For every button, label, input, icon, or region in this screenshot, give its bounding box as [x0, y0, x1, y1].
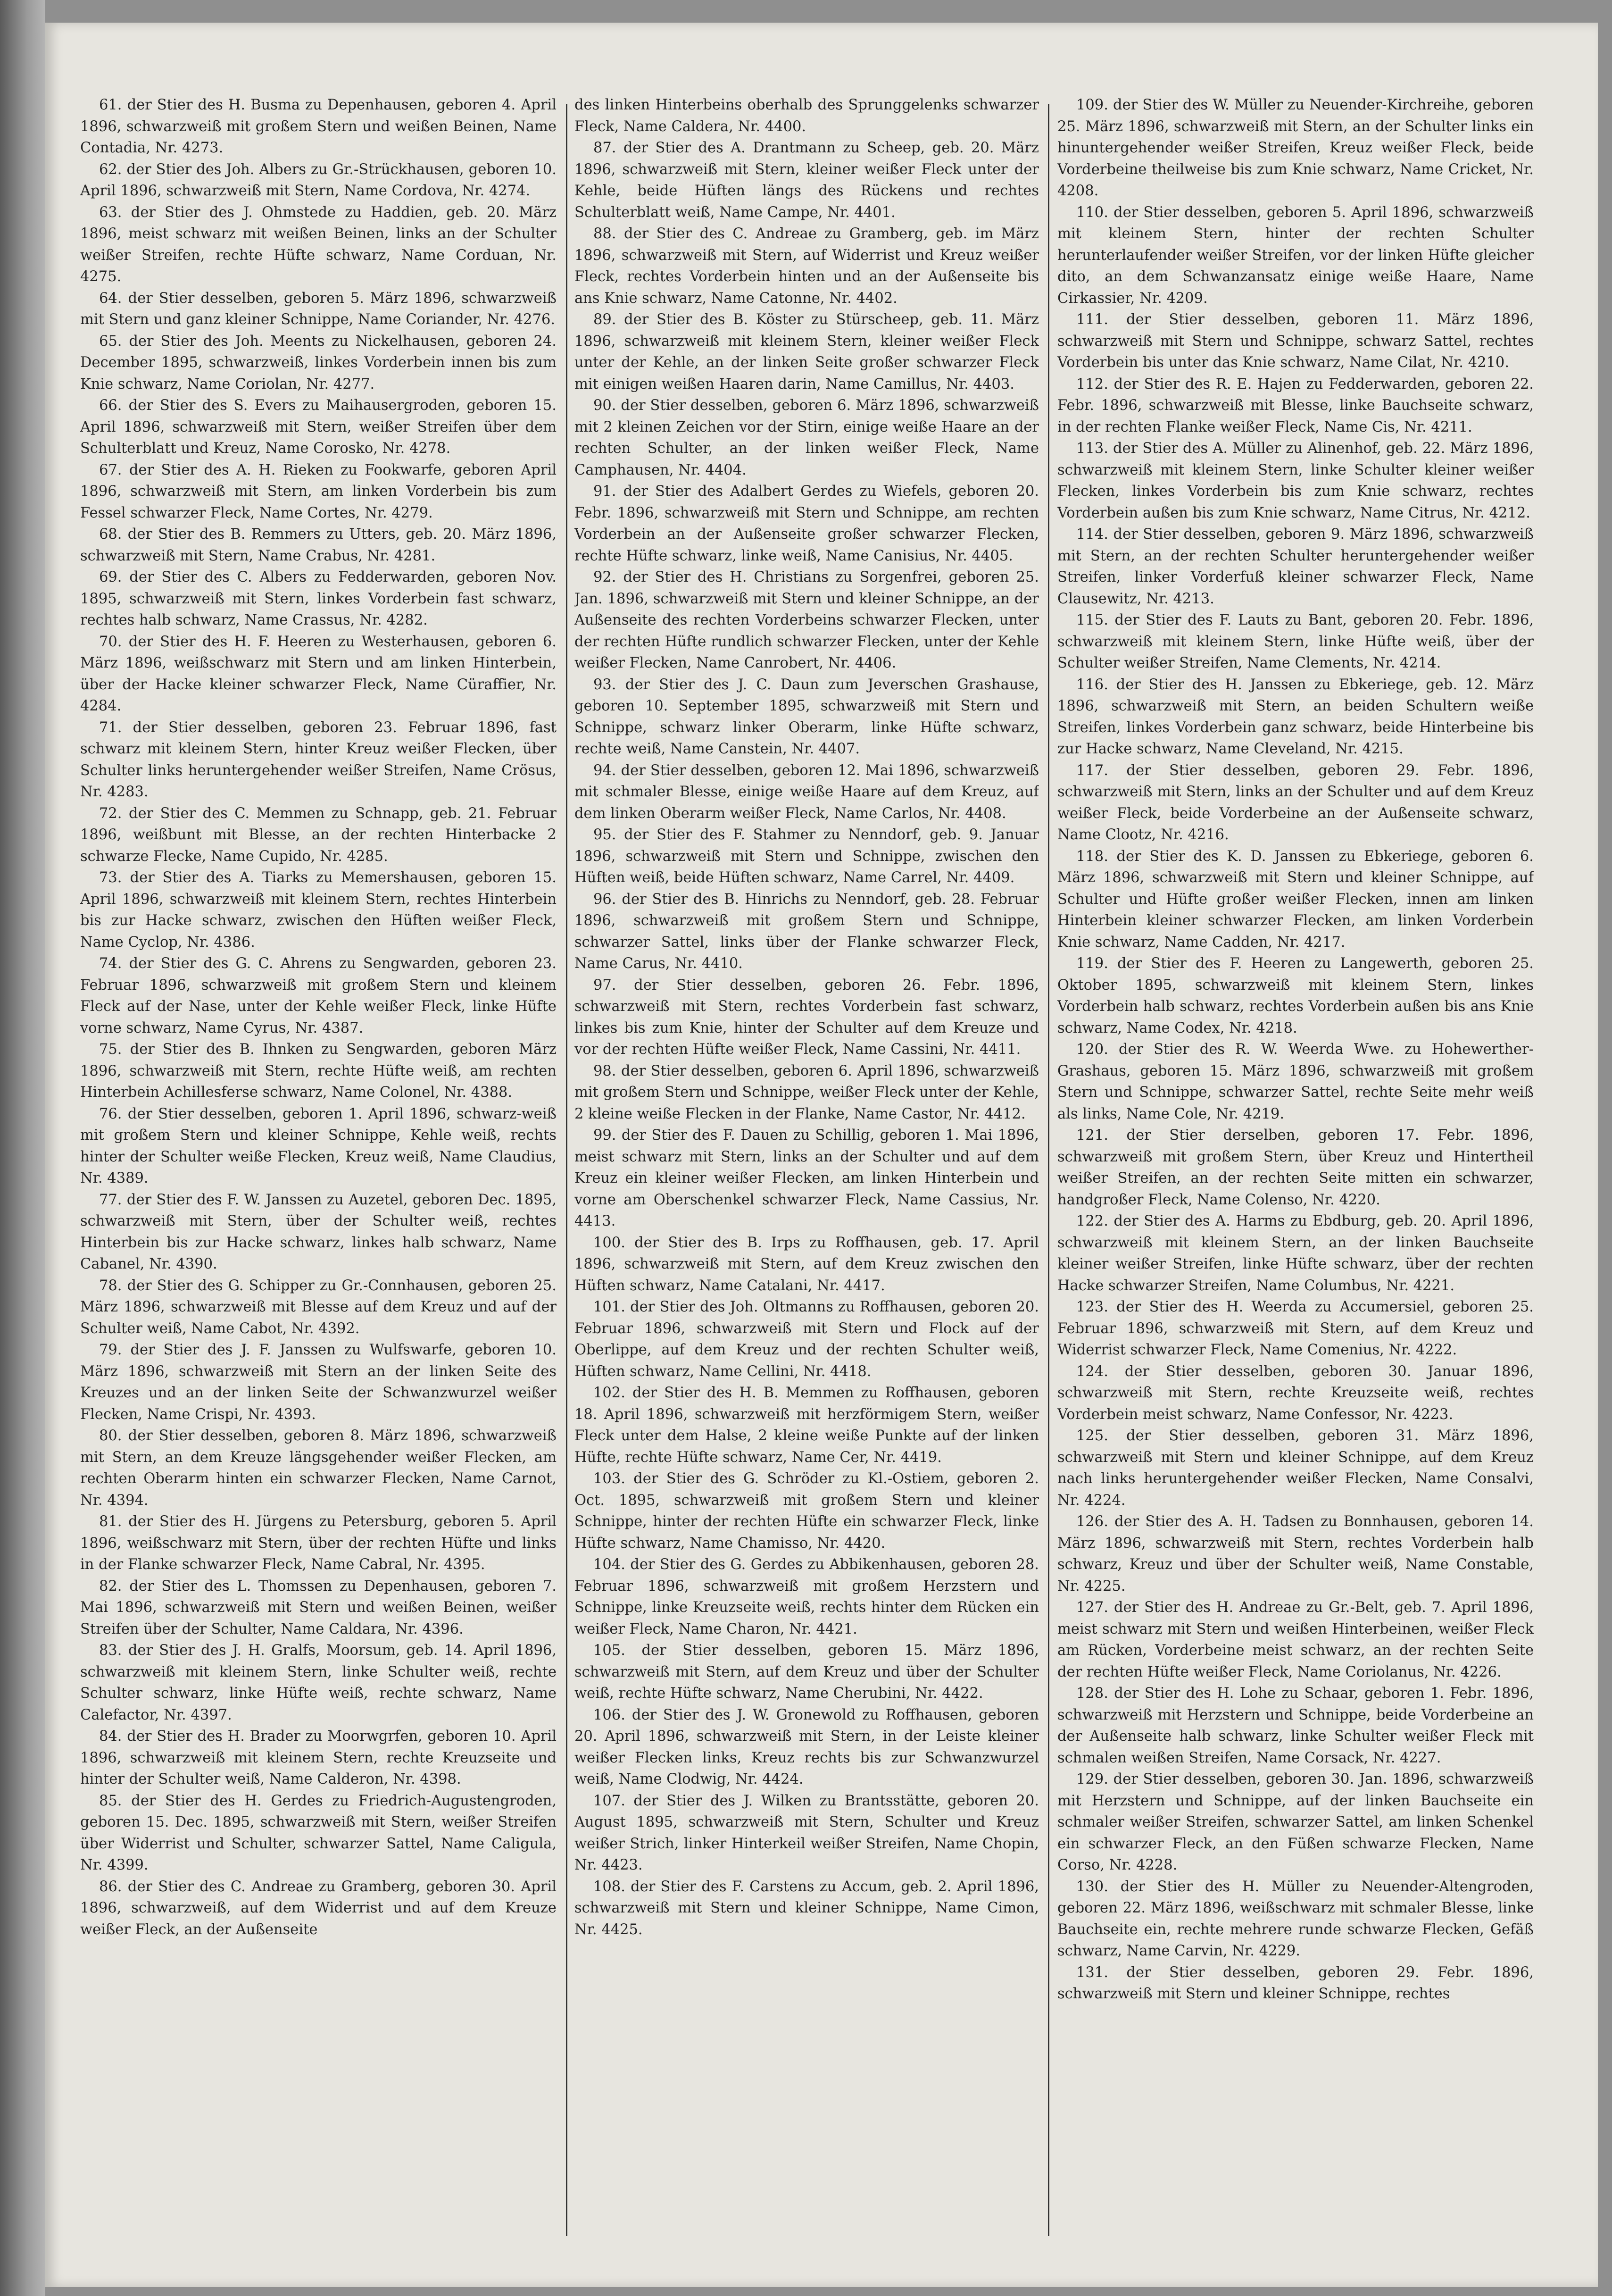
registry-entry: 73. der Stier des A. Tiarks zu Memershausen, geboren 15. April 1896, schwarzweiß mit kleinem Stern, rechtes Hinterbein bis zur Hacke schwarz, zwischen den Hüften weißer Fleck, Name Cyclop, Nr. 4386. [80, 869, 557, 951]
registry-entry: 117. der Stier desselben, geboren 29. Febr. 1896, schwarzweiß mit Stern, links an der Schulter und auf dem Kreuz weißer Fleck, beide Vorderbeine an der Außenseite schwarz, Name Clootz, Nr. 4216. [1057, 762, 1534, 843]
column-divider [1048, 104, 1049, 2236]
registry-entry: 69. der Stier des C. Albers zu Fedderwarden, geboren Nov. 1895, schwarzweiß mit Stern, linkes Vorderbein fast schwarz, rechtes halb schwarz, Name Crassus, Nr. 4282. [80, 569, 557, 628]
column-divider [566, 104, 567, 2236]
registry-entry: 116. der Stier des H. Janssen zu Ebkeriege, geb. 12. März 1896, schwarzweiß mit Stern, an beiden Schultern weiße Streifen, linkes Vorderbein ganz schwarz, beide Hinterbeine bis zur Hacke schwarz, Name Cleveland, Nr. 4215. [1057, 676, 1534, 757]
registry-entry: 123. der Stier des H. Weerda zu Accumersiel, geboren 25. Februar 1896, schwarzweiß mit Stern, auf dem Kreuz und Widerrist schwarzer Fleck, Name Comenius, Nr. 4222. [1057, 1299, 1534, 1358]
registry-entry: 108. der Stier des F. Carstens zu Accum, geb. 2. April 1896, schwarzweiß mit Stern und kleiner Schnippe, Name Cimon, Nr. 4425. [574, 1878, 1039, 1938]
registry-entry: 125. der Stier desselben, geboren 31. März 1896, schwarzweiß mit Stern und kleiner Schnippe, auf dem Kreuz nach links heruntergehender weißer Flecken, Name Consalvi, Nr. 4224. [1057, 1428, 1534, 1509]
registry-entry: 115. der Stier des F. Lauts zu Bant, geboren 20. Febr. 1896, schwarzweiß mit kleinem Stern, linke Hüfte weiß, über der Schulter weißer Streifen, Name Clements, Nr. 4214. [1057, 612, 1534, 671]
registry-entry: 96. der Stier des B. Hinrichs zu Nenndorf, geb. 28. Februar 1896, schwarzweiß mit großem Stern und Schnippe, schwarzer Sattel, links über der Flanke schwarzer Fleck, Name Carus, Nr. 4410. [574, 891, 1039, 972]
registry-entry: 74. der Stier des G. C. Ahrens zu Sengwarden, geboren 23. Februar 1896, schwarzweiß mit großem Stern und kleinem Fleck auf der Nase, unter der Kehle weißer Fleck, linke Hüfte vorne schwarz, Name Cyrus, Nr. 4387. [80, 955, 557, 1036]
registry-entry: 87. der Stier des A. Drantmann zu Scheep, geb. 20. März 1896, schwarzweiß mit Stern, kleiner weißer Fleck unter der Kehle, beide Hüften längs des Rückens und rechtes Schulterblatt weiß, Name Campe, Nr. 4401. [574, 140, 1039, 221]
text-column-right [1057, 94, 1534, 2293]
registry-entry: 128. der Stier des H. Lohe zu Schaar, geboren 1. Febr. 1896, schwarzweiß mit Herzstern und Schnippe, beide Vorderbeine an der Außenseite halb schwarz, linke Schulter weißer Fleck mit schmalen weißen Streifen, Name Corsack, Nr. 4227. [1057, 1685, 1534, 1766]
registry-entry: 77. der Stier des F. W. Janssen zu Auzetel, geboren Dec. 1895, schwarzweiß mit Stern, über der Schulter weiß, rechtes Hinterbein bis zur Hacke schwarz, linkes halb schwarz, Name Cabanel, Nr. 4390. [80, 1191, 557, 1272]
registry-entry: 67. der Stier des A. H. Rieken zu Fookwarfe, geboren April 1896, schwarzweiß mit Stern, am linken Vorderbein bis zum Fessel schwarzer Fleck, Name Cortes, Nr. 4279. [80, 461, 557, 521]
registry-entry: 84. der Stier des H. Brader zu Moorwgrfen, geboren 10. April 1896, schwarzweiß mit kleinem Stern, rechte Kreuzseite und hinter der Schulter weiß, Name Calderon, Nr. 4398. [80, 1728, 557, 1787]
registry-entry: 119. der Stier des F. Heeren zu Langewerth, geboren 25. Oktober 1895, schwarzweiß mit kleinem Stern, linkes Vorderbein halb schwarz, rechtes Vorderbein außen bis ans Knie schwarz, Name Codex, Nr. 4218. [1057, 955, 1534, 1036]
registry-entry: 86. der Stier des C. Andreae zu Gramberg, geboren 30. April 1896, schwarzweiß, auf dem Widerrist und auf dem Kreuze weißer Fleck, an der Außenseite [80, 1878, 557, 1938]
registry-entry: 102. der Stier des H. B. Memmen zu Roffhausen, geboren 18. April 1896, schwarzweiß mit herzförmigem Stern, weißer Fleck unter dem Halse, 2 kleine weiße Punkte auf der linken Hüfte, rechte Hüfte schwarz, Name Cer, Nr. 4419. [574, 1385, 1039, 1466]
registry-entry: 92. der Stier des H. Christians zu Sorgenfrei, geboren 25. Jan. 1896, schwarzweiß mit Stern und kleiner Schnippe, an der Außenseite des rechten Vorderbeins schwarzer Flecken, unter der rechten Hüfte rundlich schwarzer Flecken, unter der Kehle weißer Flecken, Name Canrobert, Nr. 4406. [574, 569, 1039, 671]
registry-entry: 97. der Stier desselben, geboren 26. Febr. 1896, schwarzweiß mit Stern, rechtes Vorderbein fast schwarz, linkes bis zum Knie, hinter der Schulter auf dem Kreuze und vor der rechten Hüfte weißer Fleck, Name Cassini, Nr. 4411. [574, 977, 1039, 1058]
registry-entry: 65. der Stier des Joh. Meents zu Nickelhausen, geboren 24. December 1895, schwarzweiß, linkes Vorderbein innen bis zum Knie schwarz, Name Coriolan, Nr. 4277. [80, 333, 557, 392]
registry-entry: 81. der Stier des H. Jürgens zu Petersburg, geboren 5. April 1896, weißschwarz mit Stern, über der rechten Hüfte und links in der Flanke schwarzer Fleck, Name Cabral, Nr. 4395. [80, 1513, 557, 1573]
registry-entry: 66. der Stier des S. Evers zu Maihausergroden, geboren 15. April 1896, schwarzweiß mit Stern, weißer Streifen über dem Schulterblatt und Kreuz, Name Corosko, Nr. 4278. [80, 397, 557, 457]
registry-entry: 78. der Stier des G. Schipper zu Gr.-Connhausen, geboren 25. März 1896, schwarzweiß mit Blesse auf dem Kreuz und auf der Schulter weiß, Name Cabot, Nr. 4392. [80, 1277, 557, 1337]
registry-entry: 72. der Stier des C. Memmen zu Schnapp, geb. 21. Februar 1896, weißbunt mit Blesse, an der rechten Hinterbacke 2 schwarze Flecke, Name Cupido, Nr. 4285. [80, 805, 557, 865]
registry-entry: 126. der Stier des A. H. Tadsen zu Bonnhausen, geboren 14. März 1896, schwarzweiß mit Stern, rechtes Vorderbein halb schwarz, Kreuz und über der Schulter weiß, Name Constable, Nr. 4225. [1057, 1513, 1534, 1595]
registry-entry: des linken Hinterbeins oberhalb des Sprunggelenks schwarzer Fleck, Name Caldera, Nr. 4400. [574, 97, 1039, 135]
registry-entry: 95. der Stier des F. Stahmer zu Nenndorf, geb. 9. Januar 1896, schwarzweiß mit Stern und Schnippe, zwischen den Hüften weiß, beide Hüften schwarz, Name Carrel, Nr. 4409. [574, 827, 1039, 886]
registry-entry: 100. der Stier des B. Irps zu Roffhausen, geb. 17. April 1896, schwarzweiß mit Stern, auf dem Kreuz zwischen den Hüften schwarz, Name Catalani, Nr. 4417. [574, 1234, 1039, 1294]
text-column-middle [574, 94, 1039, 2293]
registry-entry: 85. der Stier des H. Gerdes zu Friedrich-Augustengroden, geboren 15. Dec. 1895, schwarzweiß mit Stern, weißer Streifen über Widerrist und Schulter, schwarzer Sattel, Name Caligula, Nr. 4399. [80, 1792, 557, 1873]
registry-entry: 111. der Stier desselben, geboren 11. März 1896, schwarzweiß mit Stern und Schnippe, schwarz Sattel, rechtes Vorderbein bis unter das Knie schwarz, Name Cilat, Nr. 4210. [1057, 311, 1534, 371]
registry-entry: 120. der Stier des R. W. Weerda Wwe. zu Hohewerther-Grashaus, geboren 15. März 1896, schwarzweiß mit großem Stern und Schnippe, schwarzer Sattel, rechte Seite mehr weiß als links, Name Cole, Nr. 4219. [1057, 1041, 1534, 1122]
registry-entry: 94. der Stier desselben, geboren 12. Mai 1896, schwarzweiß mit schmaler Blesse, einige weiße Haare auf dem Kreuz, auf dem linken Oberarm weißer Fleck, Name Carlos, Nr. 4408. [574, 762, 1039, 822]
registry-entry: 71. der Stier desselben, geboren 23. Februar 1896, fast schwarz mit kleinem Stern, hinter Kreuz weißer Flecken, über Schulter links heruntergehender weißer Streifen, Name Crösus, Nr. 4283. [80, 719, 557, 800]
registry-entry: 101. der Stier des Joh. Oltmanns zu Roffhausen, geboren 20. Februar 1896, schwarzweiß mit Stern und Flock auf der Oberlippe, auf dem Kreuz und der rechten Schulter weiß, Hüften schwarz, Name Cellini, Nr. 4418. [574, 1299, 1039, 1380]
registry-entry: 107. der Stier des J. Wilken zu Brantsstätte, geboren 20. August 1895, schwarzweiß mit Stern, Schulter und Kreuz weißer Strich, linker Hinterkeil weißer Streifen, Name Chopin, Nr. 4423. [574, 1792, 1039, 1873]
registry-entry: 110. der Stier desselben, geboren 5. April 1896, schwarzweiß mit kleinem Stern, hinter der rechten Schulter herunterlaufender weißer Streifen, vor der linken Hüfte gleicher dito, an dem Schwanzansatz einige weiße Haare, Name Cirkassier, Nr. 4209. [1057, 204, 1534, 307]
registry-entry: 91. der Stier des Adalbert Gerdes zu Wiefels, geboren 20. Febr. 1896, schwarzweiß mit Stern und Schnippe, am rechten Vorderbein an der Außenseite großer schwarzer Flecken, rechte Hüfte schwarz, linke weiß, Name Canisius, Nr. 4405. [574, 483, 1039, 564]
registry-entry: 68. der Stier des B. Remmers zu Utters, geb. 20. März 1896, schwarzweiß mit Stern, Name Crabus, Nr. 4281. [80, 526, 557, 564]
registry-entry: 98. der Stier desselben, geboren 6. April 1896, schwarzweiß mit großem Stern und Schnippe, weißer Fleck unter der Kehle, 2 kleine weiße Flecken in der Flanke, Name Castor, Nr. 4412. [574, 1062, 1039, 1122]
registry-entry: 90. der Stier desselben, geboren 6. März 1896, schwarzweiß mit 2 kleinen Zeichen vor der Stirn, einige weiße Haare an der rechten Schulter, an der linken weißer Fleck, Name Camphausen, Nr. 4404. [574, 397, 1039, 478]
registry-entry: 114. der Stier desselben, geboren 9. März 1896, schwarzweiß mit Stern, an der rechten Schulter heruntergehender weißer Streifen, linker Vorderfuß kleiner schwarzer Fleck, Name Clausewitz, Nr. 4213. [1057, 526, 1534, 607]
registry-entry: 61. der Stier des H. Busma zu Depenhausen, geboren 4. April 1896, schwarzweiß mit großem Stern und weißen Beinen, Name Contadia, Nr. 4273. [80, 97, 557, 156]
registry-entry: 62. der Stier des Joh. Albers zu Gr.-Strückhausen, geboren 10. April 1896, schwarzweiß mit Stern, Name Cordova, Nr. 4274. [80, 161, 557, 199]
registry-entry: 131. der Stier desselben, geboren 29. Febr. 1896, schwarzweiß mit Stern und kleiner Schnippe, rechtes [1057, 1964, 1534, 2002]
registry-entry: 130. der Stier des H. Müller zu Neuender-Altengroden, geboren 22. März 1896, weißschwarz mit schmaler Blesse, linke Bauchseite ein, rechte mehrere runde schwarze Flecken, Gefäß schwarz, Name Carvin, Nr. 4229. [1057, 1878, 1534, 1959]
registry-entry: 121. der Stier derselben, geboren 17. Febr. 1896, schwarzweiß mit großem Stern, über Kreuz und Hintertheil weißer Streifen, an der rechten Seite mitten ein schwarzer, handgroßer Fleck, Name Colenso, Nr. 4220. [1057, 1127, 1534, 1208]
book-spine-shadow [0, 0, 45, 2296]
registry-entry: 104. der Stier des G. Gerdes zu Abbikenhausen, geboren 28. Februar 1896, schwarzweiß mit großem Herzstern und Schnippe, linke Kreuzseite weiß, rechts hinter dem Rücken ein weißer Fleck, Name Charon, Nr. 4421. [574, 1556, 1039, 1637]
registry-entry: 118. der Stier des K. D. Janssen zu Ebkeriege, geboren 6. März 1896, schwarzweiß mit Stern und kleiner Schnippe, auf Schulter und Hüfte großer weißer Flecken, innen am linken Hinterbein kleiner schwarzer Flecken, am linken Vorderbein Knie schwarz, Name Cadden, Nr. 4217. [1057, 848, 1534, 951]
text-column-left [80, 94, 557, 2293]
registry-entry: 112. der Stier des R. E. Hajen zu Fedderwarden, geboren 22. Febr. 1896, schwarzweiß mit Blesse, linke Bauchseite schwarz, in der rechten Flanke weißer Fleck, Name Cis, Nr. 4211. [1057, 376, 1534, 435]
registry-entry: 127. der Stier des H. Andreae zu Gr.-Belt, geb. 7. April 1896, meist schwarz mit Stern und weißen Hinterbeinen, weißer Fleck am Rücken, Vorderbeine meist schwarz, an der rechten Seite der rechten Hüfte weißer Fleck, Name Coriolanus, Nr. 4226. [1057, 1599, 1534, 1680]
registry-entry: 75. der Stier des B. Ihnken zu Sengwarden, geboren März 1896, schwarzweiß mit Stern, rechte Hüfte weiß, am rechten Hinterbein Achillesferse schwarz, Name Colonel, Nr. 4388. [80, 1041, 557, 1101]
registry-entry: 64. der Stier desselben, geboren 5. März 1896, schwarzweiß mit Stern und ganz kleiner Schnippe, Name Coriander, Nr. 4276. [80, 290, 557, 328]
registry-entry: 93. der Stier des J. C. Daun zum Jeverschen Grashause, geboren 10. September 1895, schwarzweiß mit Stern und Schnippe, schwarz linker Oberarm, linke Hüfte schwarz, rechte weiß, Name Canstein, Nr. 4407. [574, 676, 1039, 757]
registry-entry: 89. der Stier des B. Köster zu Stürscheep, geb. 11. März 1896, schwarzweiß mit kleinem Stern, kleiner weißer Fleck unter der Kehle, an der linken Seite großer schwarzer Fleck mit einigen weißen Haaren darin, Name Camillus, Nr. 4403. [574, 311, 1039, 392]
registry-entry: 109. der Stier des W. Müller zu Neuender-Kirchreihe, geboren 25. März 1896, schwarzweiß mit Stern, an der Schulter links ein hinuntergehender weißer Streifen, Kreuz weißer Fleck, beide Vorderbeine theilweise bis zum Knie schwarz, Name Cricket, Nr. 4208. [1057, 97, 1534, 199]
registry-entry: 88. der Stier des C. Andreae zu Gramberg, geb. im März 1896, schwarzweiß mit Stern, auf Widerrist und Kreuz weißer Fleck, rechtes Vorderbein hinten und an der Außenseite bis ans Knie schwarz, Name Catonne, Nr. 4402. [574, 225, 1039, 307]
registry-entry: 83. der Stier des J. H. Gralfs, Moorsum, geb. 14. April 1896, schwarzweiß mit kleinem Stern, linke Schulter weiß, rechte Schulter schwarz, linke Hüfte weiß, rechte schwarz, Name Calefactor, Nr. 4397. [80, 1642, 557, 1723]
registry-entry: 63. der Stier des J. Ohmstede zu Haddien, geb. 20. März 1896, meist schwarz mit weißen Beinen, links an der Schulter weißer Streifen, rechte Hüfte schwarz, Name Corduan, Nr. 4275. [80, 204, 557, 285]
registry-entry: 113. der Stier des A. Müller zu Alinenhof, geb. 22. März 1896, schwarzweiß mit kleinem Stern, linke Schulter kleiner weißer Flecken, linkes Vorderbein bis zum Knie schwarz, rechtes Vorderbein außen bis zum Knie schwarz, Name Citrus, Nr. 4212. [1057, 440, 1534, 521]
registry-entry: 99. der Stier des F. Dauen zu Schillig, geboren 1. Mai 1896, meist schwarz mit Stern, links an der Schulter und auf dem Kreuz ein kleiner weißer Flecken, am linken Hinterbein und vorne am Oberschenkel schwarzer Fleck, Name Cassius, Nr. 4413. [574, 1127, 1039, 1229]
registry-entry: 80. der Stier desselben, geboren 8. März 1896, schwarzweiß mit Stern, an dem Kreuze längsgehender weißer Flecken, am rechten Oberarm hinten ein schwarzer Flecken, Name Carnot, Nr. 4394. [80, 1428, 557, 1509]
registry-entry: 124. der Stier desselben, geboren 30. Januar 1896, schwarzweiß mit Stern, rechte Kreuzseite weiß, rechtes Vorderbein meist schwarz, Name Confessor, Nr. 4223. [1057, 1363, 1534, 1423]
registry-entry: 122. der Stier des A. Harms zu Ebdburg, geb. 20. April 1896, schwarzweiß mit kleinem Stern, an der linken Bauchseite kleiner weißer Streifen, linke Hüfte schwarz, über der rechten Hacke schwarzer Streifen, Name Columbus, Nr. 4221. [1057, 1213, 1534, 1294]
registry-entry: 103. der Stier des G. Schröder zu Kl.-Ostiem, geboren 2. Oct. 1895, schwarzweiß mit großem Stern und kleiner Schnippe, hinter der rechten Hüfte ein schwarzer Fleck, linke Hüfte schwarz, Name Chamisso, Nr. 4420. [574, 1470, 1039, 1552]
registry-entry: 70. der Stier des H. F. Heeren zu Westerhausen, geboren 6. März 1896, weißschwarz mit Stern und am linken Hinterbein, über der Hacke kleiner schwarzer Fleck, Name Cüraffier, Nr. 4284. [80, 633, 557, 714]
registry-entry: 82. der Stier des L. Thomssen zu Depenhausen, geboren 7. Mai 1896, schwarzweiß mit Stern und weißen Beinen, weißer Streifen über der Schulter, Name Caldara, Nr. 4396. [80, 1578, 557, 1637]
registry-entry: 105. der Stier desselben, geboren 15. März 1896, schwarzweiß mit Stern, auf dem Kreuz und über der Schulter weiß, rechte Hüfte schwarz, Name Cherubini, Nr. 4422. [574, 1642, 1039, 1702]
registry-entry: 106. der Stier des J. W. Gronewold zu Roffhausen, geboren 20. April 1896, schwarzweiß mit Stern, in der Leiste kleiner weißer Flecken links, Kreuz rechts bis zur Schwanzwurzel weiß, Name Clodwig, Nr. 4424. [574, 1706, 1039, 1787]
registry-entry: 129. der Stier desselben, geboren 30. Jan. 1896, schwarzweiß mit Herzstern und Schnippe, auf der linken Bauchseite ein schmaler weißer Streifen, schwarzer Sattel, am linken Schenkel ein schwarzer Fleck, an den Füßen schwarze Flecken, Name Corso, Nr. 4228. [1057, 1771, 1534, 1873]
page-content [80, 94, 1566, 2288]
registry-entry: 79. der Stier des J. F. Janssen zu Wulfswarfe, geboren 10. März 1896, schwarzweiß mit Stern an der linken Seite des Kreuzes und an der linken Seite der Schwanzwurzel weißer Flecken, Name Crispi, Nr. 4393. [80, 1342, 557, 1423]
registry-entry: 76. der Stier desselben, geboren 1. April 1896, schwarz-weiß mit großem Stern und kleiner Schnippe, Kehle weiß, rechts hinter der Schulter weiße Flecken, Kreuz weiß, Name Claudius, Nr. 4389. [80, 1105, 557, 1186]
